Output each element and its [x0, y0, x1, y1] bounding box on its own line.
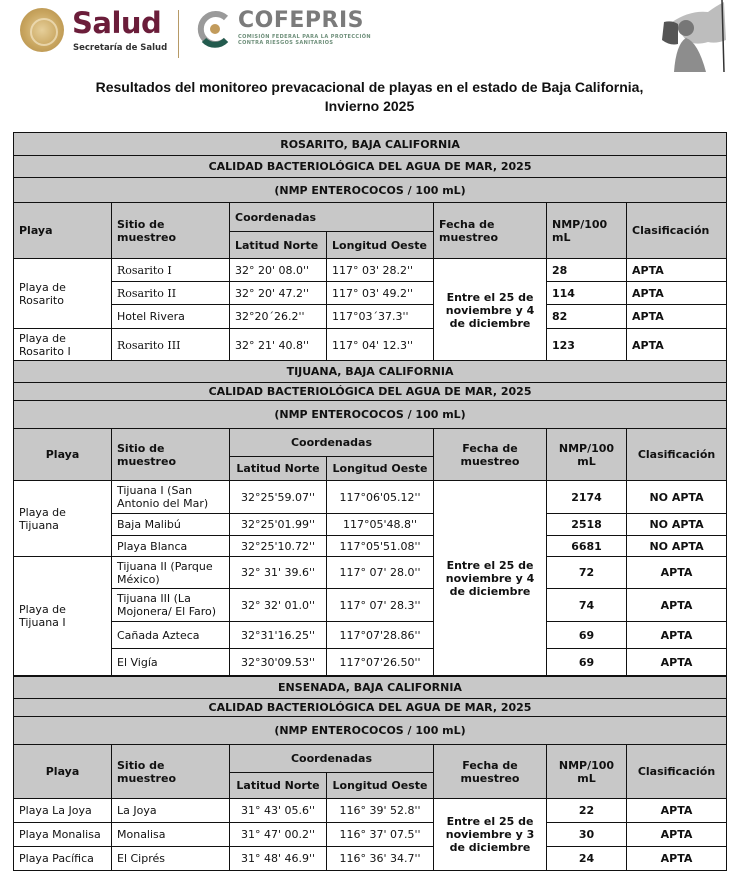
ensenada-results-table — [13, 676, 727, 871]
sitio-cell: Playa Blanca — [112, 536, 230, 557]
lat-cell: 32°25'10.72'' — [230, 536, 327, 557]
sitio-cell: Cañada Azteca — [112, 622, 230, 649]
salud-subtitle: Secretaría de Salud — [73, 43, 168, 53]
unit-label: (NMP ENTEROCOCOS / 100 mL) — [14, 401, 727, 429]
fecha-cell: Entre el 25 de noviembre y 3 de diciembre — [434, 799, 547, 871]
nmp-cell: 69 — [547, 622, 627, 649]
col-longitud: Longitud Oeste — [327, 232, 434, 259]
sitio-cell: Rosarito III — [112, 329, 230, 362]
clasificacion-cell: APTA — [627, 799, 727, 823]
playa-cell: Playa de Tijuana I — [14, 557, 112, 676]
clasificacion-cell: APTA — [627, 259, 727, 282]
lat-cell: 32° 31' 39.6'' — [230, 557, 327, 589]
table-row — [14, 557, 727, 589]
clasificacion-cell: APTA — [627, 329, 727, 362]
tijuana-results-table — [13, 360, 727, 676]
nmp-cell: 69 — [547, 649, 627, 676]
clasificacion-cell: APTA — [627, 622, 727, 649]
lon-cell: 117°05'48.8'' — [327, 514, 434, 536]
sitio-cell: Tijuana I (San Antonio del Mar) — [112, 481, 230, 514]
salud-logo: Salud — [72, 6, 162, 40]
col-coordenadas: Coordenadas — [230, 745, 434, 773]
lat-cell: 31° 47' 00.2'' — [230, 823, 327, 847]
sitio-cell: El Ciprés — [112, 847, 230, 871]
nmp-cell: 30 — [547, 823, 627, 847]
lat-cell: 32°30'09.53'' — [230, 649, 327, 676]
nmp-cell: 24 — [547, 847, 627, 871]
lat-cell: 31° 48' 46.9'' — [230, 847, 327, 871]
table-subtitle: CALIDAD BACTERIOLÓGICA DEL AGUA DE MAR, 2025 — [14, 156, 727, 178]
table-row — [14, 329, 727, 362]
clasificacion-cell: APTA — [627, 557, 727, 589]
table-subtitle: CALIDAD BACTERIOLÓGICA DEL AGUA DE MAR, 2025 — [14, 699, 727, 717]
col-coordenadas: Coordenadas — [230, 203, 434, 232]
fecha-cell: Entre el 25 de noviembre y 4 de diciembre — [434, 481, 547, 676]
table-row — [14, 589, 727, 622]
lon-cell: 117°03´37.3'' — [327, 305, 434, 329]
clasificacion-cell: NO APTA — [627, 514, 727, 536]
lat-cell: 31° 43' 05.6'' — [230, 799, 327, 823]
col-clasificacion: Clasificación — [627, 429, 727, 481]
mexico-seal-icon — [20, 8, 64, 52]
col-sitio: Sitio de muestreo — [112, 745, 230, 799]
cofepris-logo-icon — [196, 10, 234, 48]
playa-cell: Playa de Rosarito I — [14, 329, 112, 362]
clasificacion-cell: APTA — [627, 282, 727, 305]
col-playa: Playa — [14, 429, 112, 481]
page-title — [0, 78, 739, 116]
lon-cell: 116° 37' 07.5'' — [327, 823, 434, 847]
playa-cell: Playa Monalisa — [14, 823, 112, 847]
clasificacion-cell: APTA — [627, 589, 727, 622]
col-clasificacion: Clasificación — [627, 745, 727, 799]
cofepris-logo: COFEPRIS — [238, 8, 364, 33]
clasificacion-cell: APTA — [627, 847, 727, 871]
lon-cell: 116° 39' 52.8'' — [327, 799, 434, 823]
playa-cell: Playa de Rosarito — [14, 259, 112, 329]
clasificacion-cell: NO APTA — [627, 536, 727, 557]
col-latitud: Latitud Norte — [230, 773, 327, 799]
table-row — [14, 799, 727, 823]
table-row — [14, 282, 727, 305]
lon-cell: 117° 07' 28.0'' — [327, 557, 434, 589]
col-sitio: Sitio de muestreo — [112, 203, 230, 259]
clasificacion-cell: NO APTA — [627, 481, 727, 514]
lat-cell: 32° 32' 01.0'' — [230, 589, 327, 622]
lon-cell: 117° 07' 28.3'' — [327, 589, 434, 622]
lat-cell: 32°25'59.07'' — [230, 481, 327, 514]
lat-cell: 32° 21' 40.8'' — [230, 329, 327, 362]
col-playa: Playa — [14, 203, 112, 259]
nmp-cell: 6681 — [547, 536, 627, 557]
nmp-cell: 123 — [547, 329, 627, 362]
col-clasificacion: Clasificación — [627, 203, 727, 259]
col-fecha: Fecha de muestreo — [434, 745, 547, 799]
sitio-cell: Tijuana II (Parque México) — [112, 557, 230, 589]
nmp-cell: 82 — [547, 305, 627, 329]
col-sitio: Sitio de muestreo — [112, 429, 230, 481]
table-row — [14, 514, 727, 536]
table-row — [14, 649, 727, 676]
region-title: ROSARITO, BAJA CALIFORNIA — [14, 133, 727, 156]
table-row — [14, 481, 727, 514]
nmp-cell: 22 — [547, 799, 627, 823]
fecha-cell: Entre el 25 de noviembre y 4 de diciembre — [434, 259, 547, 362]
playa-cell: Playa de Tijuana — [14, 481, 112, 557]
col-fecha: Fecha de muestreo — [434, 429, 547, 481]
table-row — [14, 847, 727, 871]
sitio-cell: Tijuana III (La Mojonera/ El Faro) — [112, 589, 230, 622]
col-longitud: Longitud Oeste — [327, 457, 434, 481]
table-subtitle: CALIDAD BACTERIOLÓGICA DEL AGUA DE MAR, 2025 — [14, 383, 727, 401]
cofepris-subtitle-1: COMISIÓN FEDERAL PARA LA PROTECCIÓN — [238, 34, 371, 40]
sitio-cell: El Vigía — [112, 649, 230, 676]
nmp-cell: 72 — [547, 557, 627, 589]
lon-cell: 117°07'28.86'' — [327, 622, 434, 649]
col-coordenadas: Coordenadas — [230, 429, 434, 457]
col-latitud: Latitud Norte — [230, 232, 327, 259]
nmp-cell: 74 — [547, 589, 627, 622]
col-longitud: Longitud Oeste — [327, 773, 434, 799]
sitio-cell: Baja Malibú — [112, 514, 230, 536]
unit-label: (NMP ENTEROCOCOS / 100 mL) — [14, 717, 727, 745]
lat-cell: 32° 20' 47.2'' — [230, 282, 327, 305]
document-header — [0, 0, 739, 72]
col-fecha: Fecha de muestreo — [434, 203, 547, 259]
lat-cell: 32°20´26.2'' — [230, 305, 327, 329]
lon-cell: 117° 03' 49.2'' — [327, 282, 434, 305]
table-row — [14, 536, 727, 557]
playa-cell: Playa Pacífica — [14, 847, 112, 871]
sitio-cell: La Joya — [112, 799, 230, 823]
sitio-cell: Monalisa — [112, 823, 230, 847]
lat-cell: 32° 20' 08.0'' — [230, 259, 327, 282]
col-nmp: NMP/100 mL — [547, 203, 627, 259]
clasificacion-cell: APTA — [627, 649, 727, 676]
playa-cell: Playa La Joya — [14, 799, 112, 823]
table-row — [14, 823, 727, 847]
table-row — [14, 259, 727, 282]
lon-cell: 117°07'26.50'' — [327, 649, 434, 676]
col-latitud: Latitud Norte — [230, 457, 327, 481]
nmp-cell: 2518 — [547, 514, 627, 536]
clasificacion-cell: APTA — [627, 823, 727, 847]
clasificacion-cell: APTA — [627, 305, 727, 329]
table-row — [14, 305, 727, 329]
rosarito-results-table — [13, 132, 727, 362]
title-line-2: Invierno 2025 — [324, 98, 415, 114]
unit-label: (NMP ENTEROCOCOS / 100 mL) — [14, 178, 727, 203]
sitio-cell: Rosarito I — [112, 259, 230, 282]
lat-cell: 32°31'16.25'' — [230, 622, 327, 649]
nmp-cell: 114 — [547, 282, 627, 305]
lon-cell: 117° 04' 12.3'' — [327, 329, 434, 362]
cofepris-subtitle-2: CONTRA RIESGOS SANITARIOS — [238, 40, 334, 46]
sitio-cell: Hotel Rivera — [112, 305, 230, 329]
sitio-cell: Rosarito II — [112, 282, 230, 305]
lon-cell: 117°06'05.12'' — [327, 481, 434, 514]
lon-cell: 117° 03' 28.2'' — [327, 259, 434, 282]
lat-cell: 32°25'01.99'' — [230, 514, 327, 536]
lon-cell: 116° 36' 34.7'' — [327, 847, 434, 871]
region-title: ENSENADA, BAJA CALIFORNIA — [14, 677, 727, 699]
logo-divider — [178, 10, 179, 58]
heroine-flag-illustration-icon — [650, 0, 730, 72]
col-nmp: NMP/100 mL — [547, 429, 627, 481]
col-nmp: NMP/100 mL — [547, 745, 627, 799]
lon-cell: 117°05'51.08'' — [327, 536, 434, 557]
nmp-cell: 2174 — [547, 481, 627, 514]
region-title: TIJUANA, BAJA CALIFORNIA — [14, 361, 727, 383]
col-playa: Playa — [14, 745, 112, 799]
title-line-1: Resultados del monitoreo prevacacional de playas en el estado de Baja California, — [95, 79, 644, 95]
table-row — [14, 622, 727, 649]
nmp-cell: 28 — [547, 259, 627, 282]
